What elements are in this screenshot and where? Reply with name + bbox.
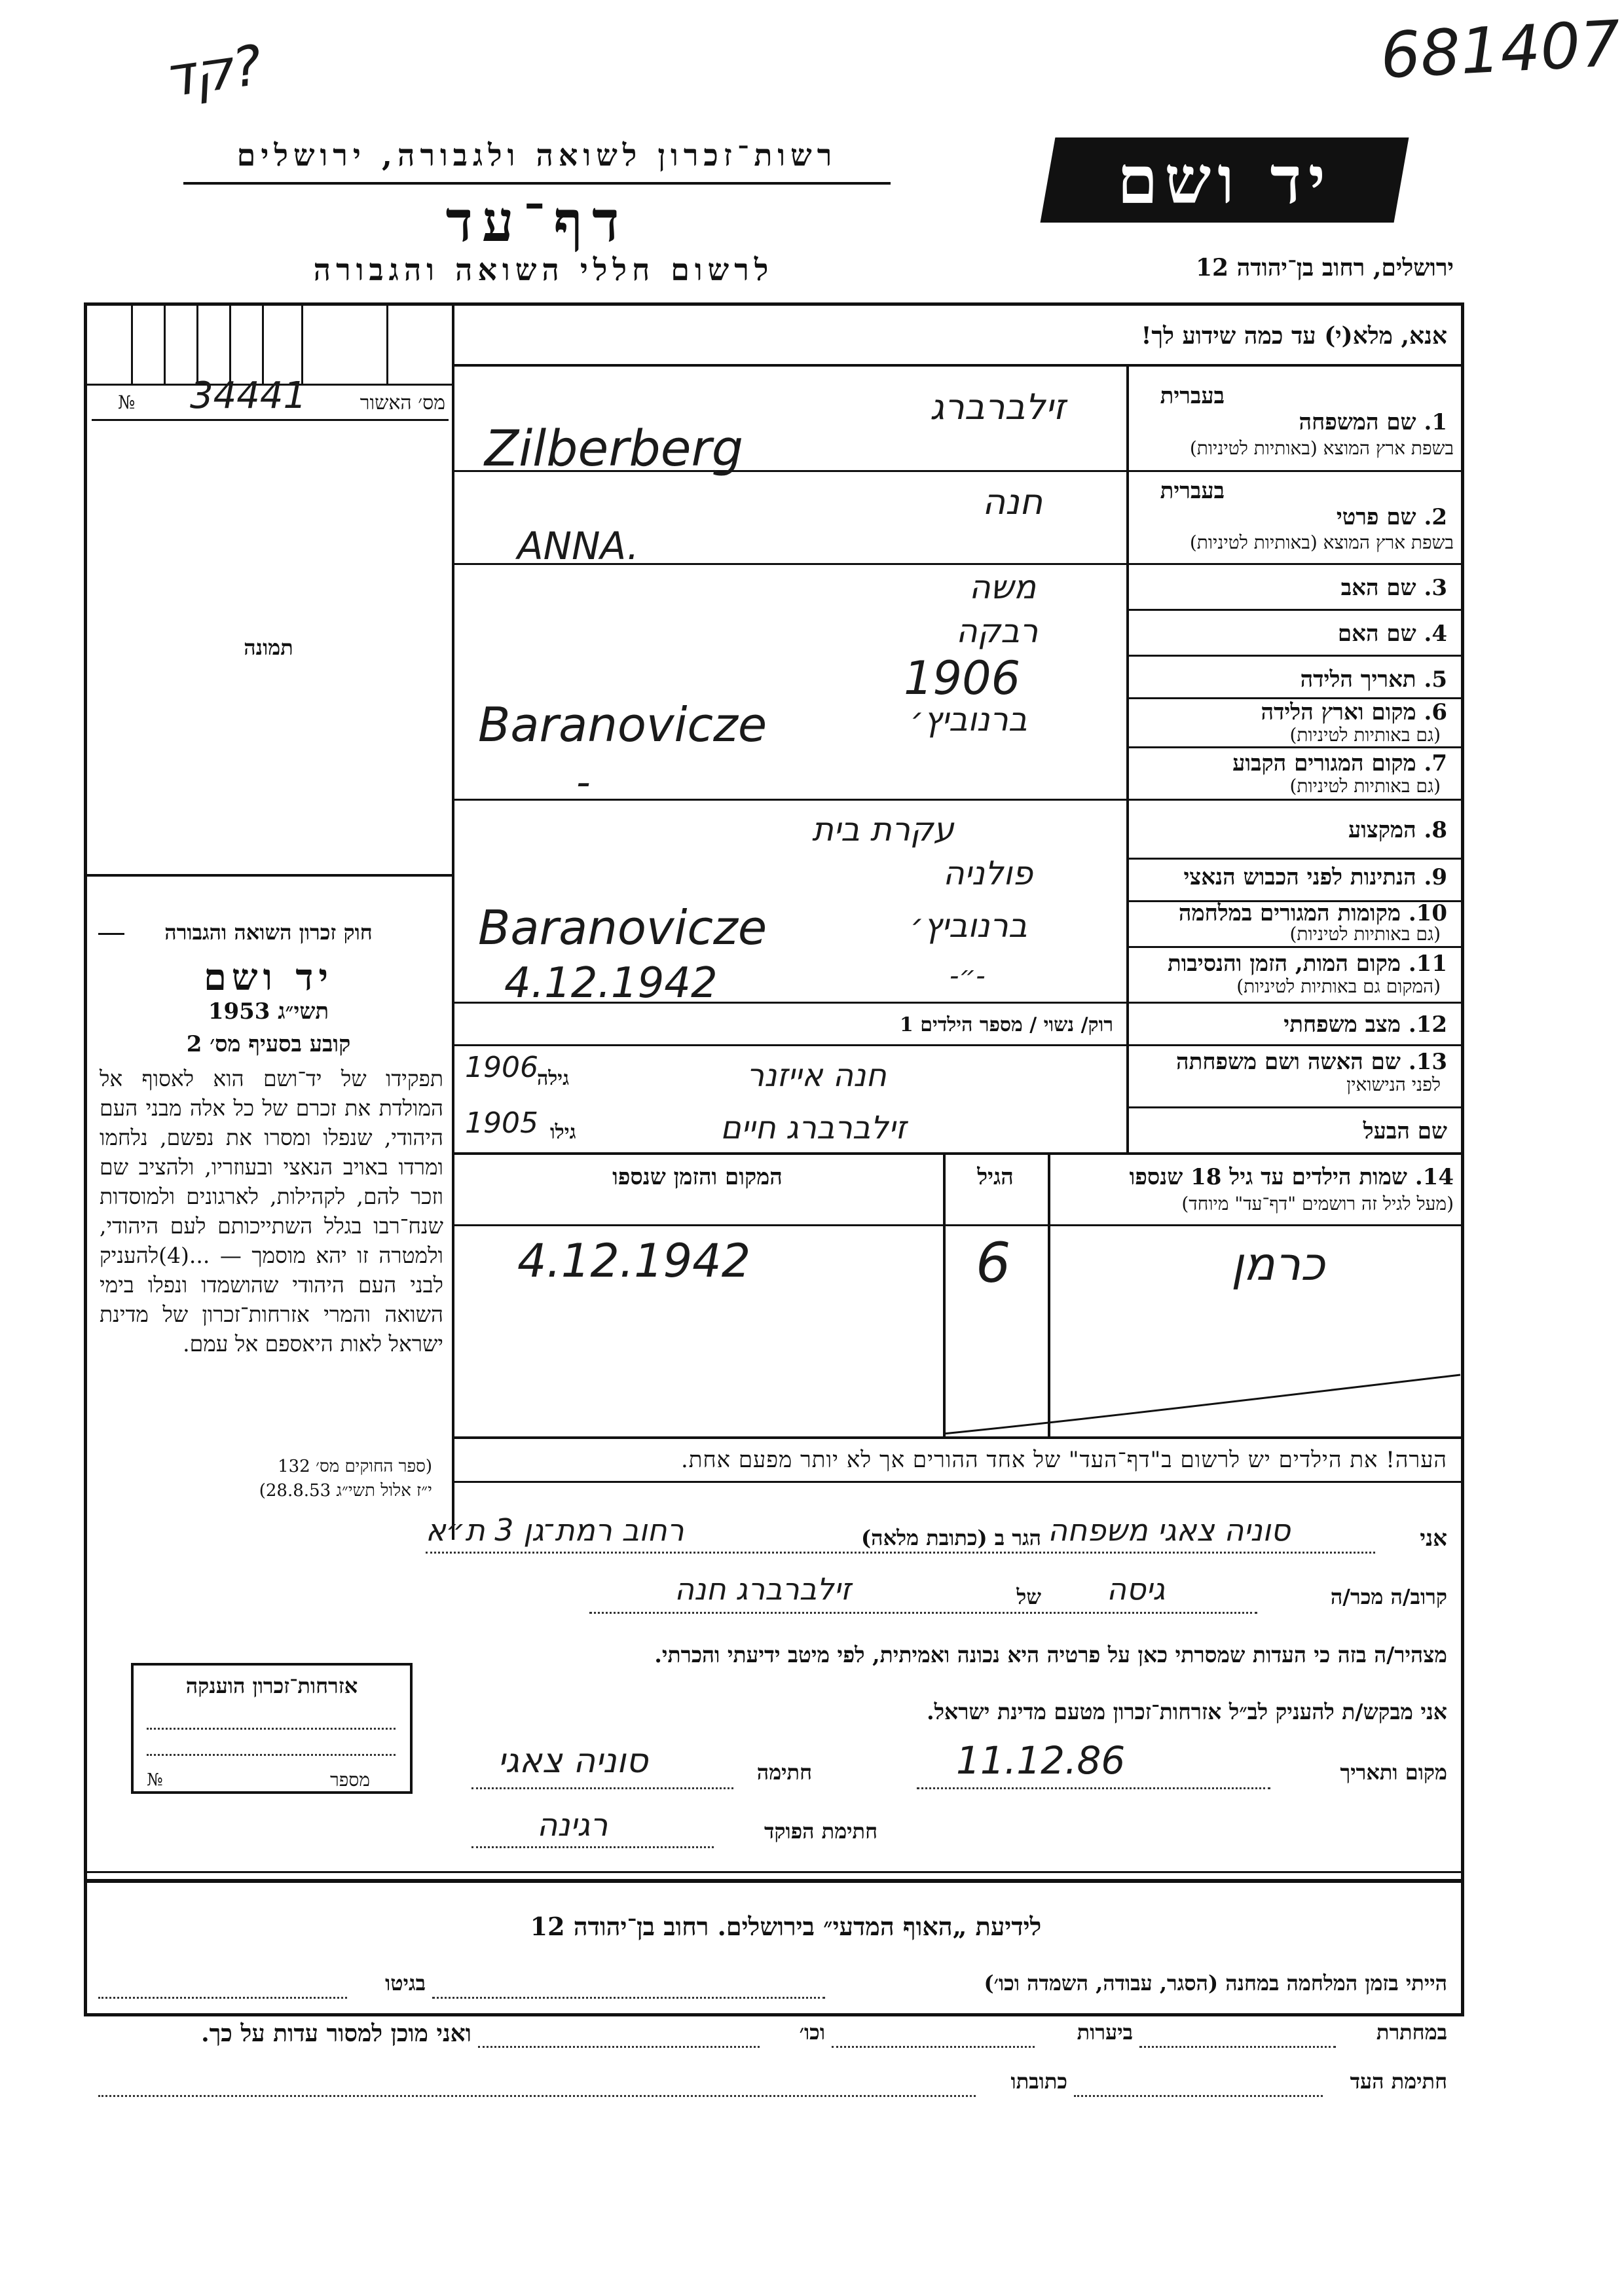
field-11-sub: (המקום גם באותיות לטיניות) bbox=[1236, 975, 1441, 997]
field-10-value-he: ברנוביץ׳ bbox=[910, 907, 1027, 945]
place-date: 11.12.86 bbox=[956, 1738, 1126, 1783]
law-title: חוק זכרון השואה והגבורה bbox=[164, 920, 373, 945]
field-13-age-label: גילה bbox=[537, 1067, 570, 1090]
footer-line-1: הייתי בזמן המלחמה במחנה (הסגר, עבודה, השמדה וכו׳) bbox=[984, 1971, 1447, 1995]
place-date-label: מקום ותאריך bbox=[1340, 1760, 1447, 1785]
field-6-value-he: ברנוביץ׳ bbox=[910, 701, 1027, 738]
field-7-sub: (גם באותיות לטיניות) bbox=[1289, 775, 1441, 797]
field-10-label: 10. מקומות המגורים במלחמה bbox=[1178, 900, 1447, 926]
decl-relation: גיסה bbox=[1107, 1571, 1166, 1607]
decl-prefix: אני bbox=[1420, 1525, 1447, 1552]
field-10-value-latin: Baranovicze bbox=[478, 900, 767, 955]
field-4-value: רבקה bbox=[956, 612, 1039, 650]
field-7-value: - bbox=[576, 759, 591, 805]
children-age-header: הגיל bbox=[977, 1164, 1014, 1190]
child-age: 6 bbox=[976, 1231, 1011, 1295]
intro-text: אנא, מלא(י) עד כמה שידוע לך! bbox=[1141, 322, 1447, 350]
org-line: רשות־זכרון לשואה ולגבורה, ירושלים bbox=[236, 137, 838, 173]
field-2-label: 2. שם פרטי bbox=[1336, 504, 1447, 530]
husband-label: שם הבעל bbox=[1363, 1118, 1447, 1144]
field-11-label: 11. מקום המות, הזמן והנסיבות bbox=[1167, 951, 1447, 977]
decl-person: זילברברג חנה bbox=[674, 1571, 851, 1607]
law-name: יד ושם bbox=[203, 956, 334, 999]
law-year: תשי״ג 1953 bbox=[208, 998, 329, 1025]
field-1-value-he: זילברברג bbox=[930, 386, 1066, 428]
field-2-tag: בעברית bbox=[1160, 478, 1225, 504]
husband-age-label: גילו bbox=[550, 1121, 576, 1144]
field-1-value-latin: Zilberberg bbox=[485, 419, 744, 477]
child-name: כרמן bbox=[1231, 1237, 1325, 1291]
top-left-mark: קד? bbox=[159, 33, 267, 110]
footer-title: לידיעת „האוף המדעי״ בירושלים. רחוב בן־יהודה 12 bbox=[530, 1912, 1042, 1941]
husband-value: זילברברג חיים bbox=[720, 1110, 907, 1146]
field-3-value: משה bbox=[969, 568, 1037, 606]
archive-number: 681407 bbox=[1378, 7, 1623, 93]
footer-line-1-end: בגיטו bbox=[385, 1971, 426, 1995]
photo-area-bottom bbox=[86, 874, 453, 877]
citizenship-box bbox=[131, 1663, 413, 1794]
officer-label: חתימת הפוקד bbox=[764, 1819, 877, 1844]
form-subtitle: לרשום חללי השואה והגבורה bbox=[313, 252, 774, 287]
field-3-label: 3. שם האב bbox=[1340, 575, 1447, 601]
field-5-value: 1906 bbox=[904, 651, 1021, 705]
decl-relation-prefix: קרוב/ה מכר/ה bbox=[1330, 1584, 1447, 1609]
field-13-age: 1906 bbox=[465, 1051, 538, 1084]
field-13-label: 13. שם האשה ושם משפחתה bbox=[1176, 1049, 1447, 1075]
child-when: 4.12.1942 bbox=[517, 1234, 751, 1288]
footer-etc: וכו׳ bbox=[799, 2020, 825, 2045]
left-column-divider bbox=[452, 302, 454, 1540]
field-10-sub: (גם באותיות לטיניות) bbox=[1289, 923, 1441, 945]
cert-no-label: № bbox=[118, 392, 136, 413]
field-11-value-he: -״- bbox=[950, 961, 986, 991]
citizenship-title: אזרחות־זכרון הוענקה bbox=[185, 1673, 358, 1698]
field-13-sub: לפני הנישואין bbox=[1346, 1074, 1441, 1095]
field-7-label: 7. מקום המגורים הקבוע bbox=[1232, 750, 1447, 776]
law-text: תפקידו של יד־ושם הוא לאסוף אל המולדת את זכרם של כל אלה מבני העם היהודי, שנפלו ומסרו את נפשם, נלחמו ומרדו באויב הנאצי ובעוזריו, ולהציב שם וזכר להם, לקהילות, לארגונים ולמוסדות שנח־רבו בגלל השתייכותם לעם היהודי, ולמטרה זו יהא מוסמך — ...(4)להעניק לבני העם היהודי שהושמדו ונפלו בימי השואה והמרי אזרחות־זכרון של מדינת ישראל לאות היאספם אל עמם. bbox=[100, 1066, 443, 1357]
photo-label: תמונה bbox=[244, 635, 293, 660]
cert-label: מס׳ האשור bbox=[360, 392, 445, 414]
field-9-label: 9. הנתינות לפני הכבוש הנאצי bbox=[1183, 864, 1447, 890]
field-12-label: 12. מצב משפחתי bbox=[1283, 1011, 1447, 1038]
cert-number: 34441 bbox=[190, 374, 307, 417]
decl-request: אני מבקש/ת להעניק לב״ל אזרחות־זכרון מטעם מדינת ישראל. bbox=[927, 1699, 1447, 1724]
officer-signature: רגינה bbox=[537, 1807, 608, 1844]
field-6-label: 6. מקום וארץ הלידה bbox=[1261, 699, 1447, 725]
citizenship-number-label: מספר bbox=[330, 1769, 370, 1791]
decl-statement: מצהיר/ה בזה כי העדות שמסרתי כאן על פרטיה היא נכונה ואמיתית, לפי מיטב ידיעתי והכרתי. bbox=[654, 1642, 1447, 1667]
address: ירושלים, רחוב בן־יהודה 12 bbox=[1195, 254, 1454, 282]
field-2-sub: בשפת ארץ המוצא (באותיות לטיניות) bbox=[1189, 532, 1454, 553]
field-1-sub: בשפת ארץ המוצא (באותיות לטיניות) bbox=[1189, 437, 1454, 459]
signature: סוניה צאגי bbox=[498, 1741, 648, 1781]
field-9-value: פולניה bbox=[943, 854, 1033, 892]
field-1-tag: בעברית bbox=[1160, 383, 1225, 409]
law-ref-2: י״ז אלול תשי״ג 28.8.53) bbox=[259, 1481, 432, 1501]
field-11-value: 4.12.1942 bbox=[504, 959, 718, 1008]
form-title: דף־עד bbox=[445, 189, 629, 255]
footer-forests: ביערות bbox=[1077, 2020, 1133, 2045]
label-column-divider bbox=[1126, 367, 1129, 1152]
decl-of: של bbox=[1016, 1584, 1041, 1609]
note: הערה! את הילדים יש לרשום ב"דף־העד" של אחד ההורים אך לא יותר מפעם אחת. bbox=[680, 1447, 1447, 1473]
citizenship-no-label: № bbox=[147, 1770, 163, 1790]
decl-name: סוניה צאגי משפחה bbox=[1048, 1512, 1291, 1548]
footer-willing: ואני מוכן למסור עדות על כך. bbox=[201, 2020, 471, 2047]
footer-underground: במחתרת bbox=[1376, 2020, 1447, 2045]
field-6-sub: (גם באותיות לטיניות) bbox=[1289, 724, 1441, 746]
decl-address: רחוב רמת־גן 3 ת״א bbox=[426, 1512, 684, 1548]
field-8-value: עקרת בית bbox=[812, 811, 954, 848]
children-place-header: המקום והזמן שנספו bbox=[612, 1164, 783, 1190]
field-5-label: 5. תאריך הלידה bbox=[1300, 666, 1447, 693]
law-ref-1: (ספר החוקים מס׳ 132 bbox=[278, 1457, 432, 1476]
children-sub: (מעל לגיל זה רושמים "דף־עד" מיוחד) bbox=[1181, 1193, 1454, 1214]
footer-witness-sign: חתימת העד bbox=[1350, 2069, 1447, 2094]
field-8-label: 8. המקצוע bbox=[1348, 817, 1447, 843]
field-2-value-latin: ANNA. bbox=[517, 524, 639, 568]
field-13-value: חנה אייזנר bbox=[747, 1057, 887, 1094]
footer-address: כתובתו bbox=[1010, 2069, 1067, 2094]
field-6-value-latin: Baranovicze bbox=[478, 697, 767, 752]
yad-vashem-logo: יד ושם bbox=[1041, 137, 1409, 223]
decl-mid: הגר ב (כתובת מלאה) bbox=[861, 1525, 1041, 1550]
children-strike-line bbox=[943, 1362, 1467, 1440]
field-4-label: 4. שם האם bbox=[1337, 621, 1447, 647]
org-underline bbox=[183, 182, 891, 185]
field-2-value-he: חנה bbox=[982, 481, 1043, 522]
intro-row-line bbox=[454, 364, 1464, 367]
law-clause: קובע בסעיף מס׳ 2 bbox=[186, 1031, 351, 1057]
signature-label: חתימה bbox=[756, 1760, 812, 1785]
children-label: 14. שמות הילדים עד גיל 18 שנספו bbox=[1129, 1164, 1454, 1190]
field-1-label: 1. שם המשפחה bbox=[1299, 409, 1447, 435]
husband-age: 1905 bbox=[465, 1106, 538, 1140]
field-12-value: רוק/ נשוי / מספר הילדים 1 bbox=[899, 1013, 1113, 1036]
